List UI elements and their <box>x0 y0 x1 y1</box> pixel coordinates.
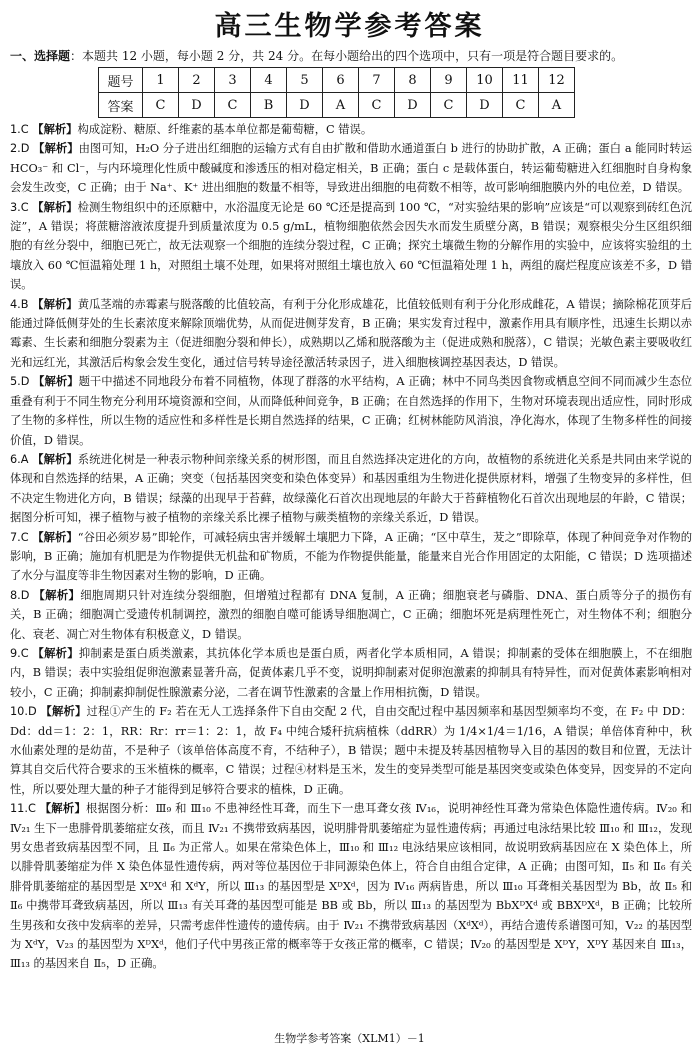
question-number: 1 <box>143 68 179 93</box>
section-instructions: ：本题共 12 小题，每小题 2 分，共 24 分。在每小题给出的四个选项中，只有一项是符合题目要求的。 <box>70 49 624 63</box>
answer-cell: C <box>215 93 251 118</box>
item-number: 1.C <box>10 123 29 136</box>
analysis-tag: 【解析】 <box>32 646 79 660</box>
explanations <box>10 120 692 974</box>
explanation-item <box>10 702 692 799</box>
question-number: 7 <box>359 68 395 93</box>
answer-cell: A <box>539 93 575 118</box>
analysis-tag: 【解析】 <box>39 802 87 816</box>
section-heading <box>10 47 690 65</box>
question-number: 9 <box>431 68 467 93</box>
answer-cell: C <box>359 93 395 118</box>
analysis-tag: 【解析】 <box>32 123 78 136</box>
explanation-item <box>10 450 692 528</box>
question-number: 4 <box>251 68 287 93</box>
item-text: 构成淀粉、糖原、纤维素的基本单位都是葡萄糖，C 错误。 <box>77 123 373 136</box>
explanation-item <box>10 198 692 295</box>
row-header-answer: 答案 <box>99 93 143 118</box>
item-number: 9.C <box>10 646 29 660</box>
explanation-item <box>10 586 692 644</box>
item-text: 抑制素是蛋白质类激素，其抗体化学本质也是蛋白质，两者化学本质相同，A 错误；抑制素的受体在细胞膜上，不在细胞内，B 错误；表中实验组促卵泡激素显著升高，促黄体素几乎不变，说明抑制素对促卵泡激素的抑制具有特异性，而对促黄体素影响相对较小，C 正确；抑制素抑制促性腺激素分泌，二者在调节性激素的含量上作用相抗衡，D 错误。 <box>10 646 692 699</box>
item-text: 黄瓜茎端的赤霉素与脱落酸的比值较高，有利于分化形成雄花，比值较低则有利于分化形成雌花，A 错误；摘除棉花顶芽后能通过降低侧芽处的生长素浓度来解除顶端优势，从而促进侧芽发育，B 正确；果实发育过程中，激素作用具有顺序性，迅速生长期以赤霉素、生长素和细胞分裂素为主（促进细胞分裂和伸长），成熟期以乙烯和脱落酸为主（促进成熟和脱落），C 错误；光敏色素主要吸收红光和远红光，其激活后构象会发生变化，通过信号转导途径激活转录因子，进入细胞核调控基因表达，D 错误。 <box>10 297 692 369</box>
analysis-tag: 【解析】 <box>32 297 78 311</box>
explanation-item <box>10 295 692 373</box>
item-text: 根据图分析：Ⅲ₉ 和 Ⅲ₁₀ 不患神经性耳聋，而生下一患耳聋女孩 Ⅳ₁₆，说明神经性耳聋为常染色体隐性遗传病。Ⅳ₂₀ 和 Ⅳ₂₁ 生下一患腓骨肌萎缩症女孩，而且 Ⅳ₂₁ 不携带致病基因，说明腓骨肌萎缩症为显性遗传病；再通过电泳结果比较 Ⅲ₁₀ 和 Ⅲ₁₂，发现男女患者致病基因型不同，且 Ⅱ₆ 为正常人。如果在常染色体上，Ⅲ₁₀ 和 Ⅲ₁₂ 电泳结果应该相同，故说明致病基因应在 X 染色体上，所以腓骨肌萎缩症为伴 X 染色体显性遗传病，两对等位基因位于非同源染色体上，符合自由组合定律，A 正确；由图可知，Ⅱ₅ 和 Ⅱ₆ 有关腓骨肌萎缩症的基因型是 XᴰXᵈ 和 XᵈY，所以 Ⅲ₁₃ 的基因型是 XᴰXᵈ，因为 Ⅳ₁₆ 两病皆患，所以 Ⅲ₁₀ 耳聋相关基因型为 Bb，故 Ⅱ₅ 和 Ⅱ₆ 中携带耳聋致病基因，所以 Ⅲ₁₃ 有关耳聋的基因型可能是 BB 或 Bb，所以 Ⅲ₁₃ 的基因型为 BbXᴰXᵈ 或 BBXᴰXᵈ，B 正确；比较所生男孩和女孩中发病率的差异，只需考虑伴性遗传的遗传病。由于 Ⅳ₂₁ 不携带致病基因（XᵈXᵈ），再结合遗传系谱图可知，Ⅴ₂₂ 的基因型为 XᵈY，Ⅴ₂₃ 的基因型为 XᴰXᵈ，他们子代中男孩正常的概率等于女孩正常的概率，C 错误；Ⅳ₂₀ 的基因型是 XᴰY，XᴰY 基因来自 Ⅲ₁₃，Ⅲ₁₃ 的基因来自 Ⅱ₅，D 正确。 <box>10 802 692 971</box>
answer-cell: C <box>503 93 539 118</box>
question-number: 3 <box>215 68 251 93</box>
item-number: 5.D <box>10 375 30 389</box>
explanation-item <box>10 372 692 450</box>
answer-cell: D <box>287 93 323 118</box>
item-number: 3.C <box>10 200 29 214</box>
question-number-row <box>99 68 575 93</box>
page-title: 高三生物学参考答案 <box>214 11 485 42</box>
item-text: “谷田必须岁易”即轮作，可减轻病虫害并缓解土壤肥力下降，A 正确；“区中草生，茇之”即除草，体现了种间竞争对作物的影响，B 正确；施加有机肥是为作物提供无机盐和矿物质，不能为作物提供能量，能量来自光合作用固定的太阳能，C 错误；D 选项描述了水分与温度等非生物因素对生物的影响，D 正确。 <box>10 530 692 583</box>
answer-cell: B <box>251 93 287 118</box>
analysis-tag: 【解析】 <box>32 452 78 466</box>
answer-cell: D <box>179 93 215 118</box>
explanation-item <box>10 799 692 974</box>
analysis-tag: 【解析】 <box>33 588 81 602</box>
item-text: 系统进化树是一种表示物种间亲缘关系的树形图，而且自然选择决定进化的方向，故植物的系统进化关系是共同由来学说的体现和自然选择的结果，A 正确；突变（包括基因突变和染色体变异）和基因重组为生物进化提供原材料，增强了生物变异的多样性，但不决定生物进化方向，B 错误；绿藻的出现早于苔藓，故绿藻化石首次出现地层的年龄大于苔藓植物化石首次出现地层的年龄，C 错误；据图分析可知，裸子植物与被子植物的亲缘关系比裸子植物与蕨类植物的亲缘关系近，D 错误。 <box>10 452 692 525</box>
analysis-tag: 【解析】 <box>33 375 79 389</box>
row-header-number: 题号 <box>99 68 143 93</box>
answer-cell: D <box>395 93 431 118</box>
item-number: 2.D <box>10 142 30 156</box>
answer-cell: C <box>431 93 467 118</box>
analysis-tag: 【解析】 <box>32 200 78 214</box>
section-label: 一、选择题 <box>10 49 71 63</box>
answer-cell: D <box>467 93 503 118</box>
explanation-item <box>10 528 692 586</box>
question-number: 2 <box>179 68 215 93</box>
item-number: 11.C <box>10 802 36 816</box>
answer-cell: C <box>143 93 179 118</box>
question-number: 5 <box>287 68 323 93</box>
question-number: 11 <box>503 68 539 93</box>
question-number: 12 <box>539 68 575 93</box>
item-text: 过程①产生的 F₂ 若在无人工选择条件下自由交配 2 代，自由交配过程中基因频率和基因型频率均不变，在 F₂ 中 DD：Dd：dd＝1：2：1，RR：Rr：rr＝1：2：1，故 F₄ 中纯合矮秆抗病植株（ddRR）为 1/4×1/4＝1/16，A 错误；单倍体育种中，秋水仙素处理的是幼苗，不是种子（该单倍体高度不育，不结种子），B 错误；题中未提及转基因植物导入目的基因的数目和位置，无法计算其自交后代符合要求的玉米植株的概率，C 错误；过程④材料是玉米，发生的变异类型可能是基因突变或染色体变异，因变异的不定向性，所以要处理大量的种子才能得到足够符合要求的植株，D 正确。 <box>10 705 692 796</box>
analysis-tag: 【解析】 <box>32 530 78 544</box>
item-text: 由图可知，H₂O 分子进出红细胞的运输方式有自由扩散和借助水通道蛋白 b 进行的协助扩散，A 正确；蛋白 a 能同时转运 HCO₃⁻ 和 Cl⁻，与内环境理化性质中酸碱度和渗透压的相对稳定相关，B 正确；蛋白 c 是载体蛋白，转运葡萄糖进入红细胞时自身构象会发生改变，C 正确；由于 Na⁺、K⁺ 进出细胞的数量不相等，导致进出细胞的电荷数不相等，故可影响细胞膜内外的电位差，D 错误。 <box>10 142 692 195</box>
question-number: 8 <box>395 68 431 93</box>
item-text: 检测生物组织中的还原糖中，水浴温度无论是 60 ℃还是提高到 100 ℃，“对实验结果的影响”应该是“可以观察到砖红色沉淀”，A 错误；将蔗糖溶液浓度提升到质量浓度为 0.5 g/mL，植物细胞依然会因失水而发生质壁分离，B 错误；观察根尖分生区组织细胞的有丝分裂中，细胞已死亡，故无法观察一个细胞的连续分裂过程，C 正确；探究土壤微生物的分解作用的实验中，应该将实验组的土壤放入 60 ℃恒温箱处理 1 h，对照组土壤不处理，如果将对照组土壤也放入 60 ℃恒温箱处理 1 h，两组的腐烂程度应该差不多，D 错误。 <box>10 200 692 292</box>
analysis-tag: 【解析】 <box>40 705 87 719</box>
item-number: 8.D <box>10 588 30 602</box>
item-number: 4.B <box>10 297 29 311</box>
question-number: 10 <box>467 68 503 93</box>
analysis-tag: 【解析】 <box>33 142 79 156</box>
page-footer: 生物学参考答案（XLM1）－1 <box>274 1032 425 1045</box>
item-number: 10.D <box>10 705 37 719</box>
answer-table <box>98 67 575 118</box>
item-text: 题干中描述不同地段分布着不同植物，体现了群落的水平结构，A 正确；林中不同鸟类因食物或栖息空间不同而减少生态位重叠有利于不同生物充分利用环境资源和空间，从而降低种间竞争，B 正确；在自然选择的作用下，生物对环境表现出适应性，同时形成了生物的多样性，所以生物的适应性和多样性是长期自然选择的结果，C 正确；红树林能防风消浪，净化海水，体现了生物多样性的间接价值，D 错误。 <box>10 375 692 447</box>
explanation-item <box>10 120 692 139</box>
answer-row <box>99 93 575 118</box>
explanation-item <box>10 139 692 197</box>
item-number: 6.A <box>10 452 29 466</box>
explanation-item <box>10 644 692 702</box>
item-number: 7.C <box>10 530 29 544</box>
item-text: 细胞周期只针对连续分裂细胞，但增殖过程都有 DNA 复制，A 正确；细胞衰老与磷脂、DNA、蛋白质等分子的损伤有关，B 正确；细胞凋亡受遗传机制调控，激烈的细胞自噬可能诱导细胞凋亡，C 正确；细胞坏死是病理性死亡，对生物体不利；细胞分化、衰老、凋亡对生物体有积极意义，D 错误。 <box>10 588 692 641</box>
question-number: 6 <box>323 68 359 93</box>
answer-cell: A <box>323 93 359 118</box>
